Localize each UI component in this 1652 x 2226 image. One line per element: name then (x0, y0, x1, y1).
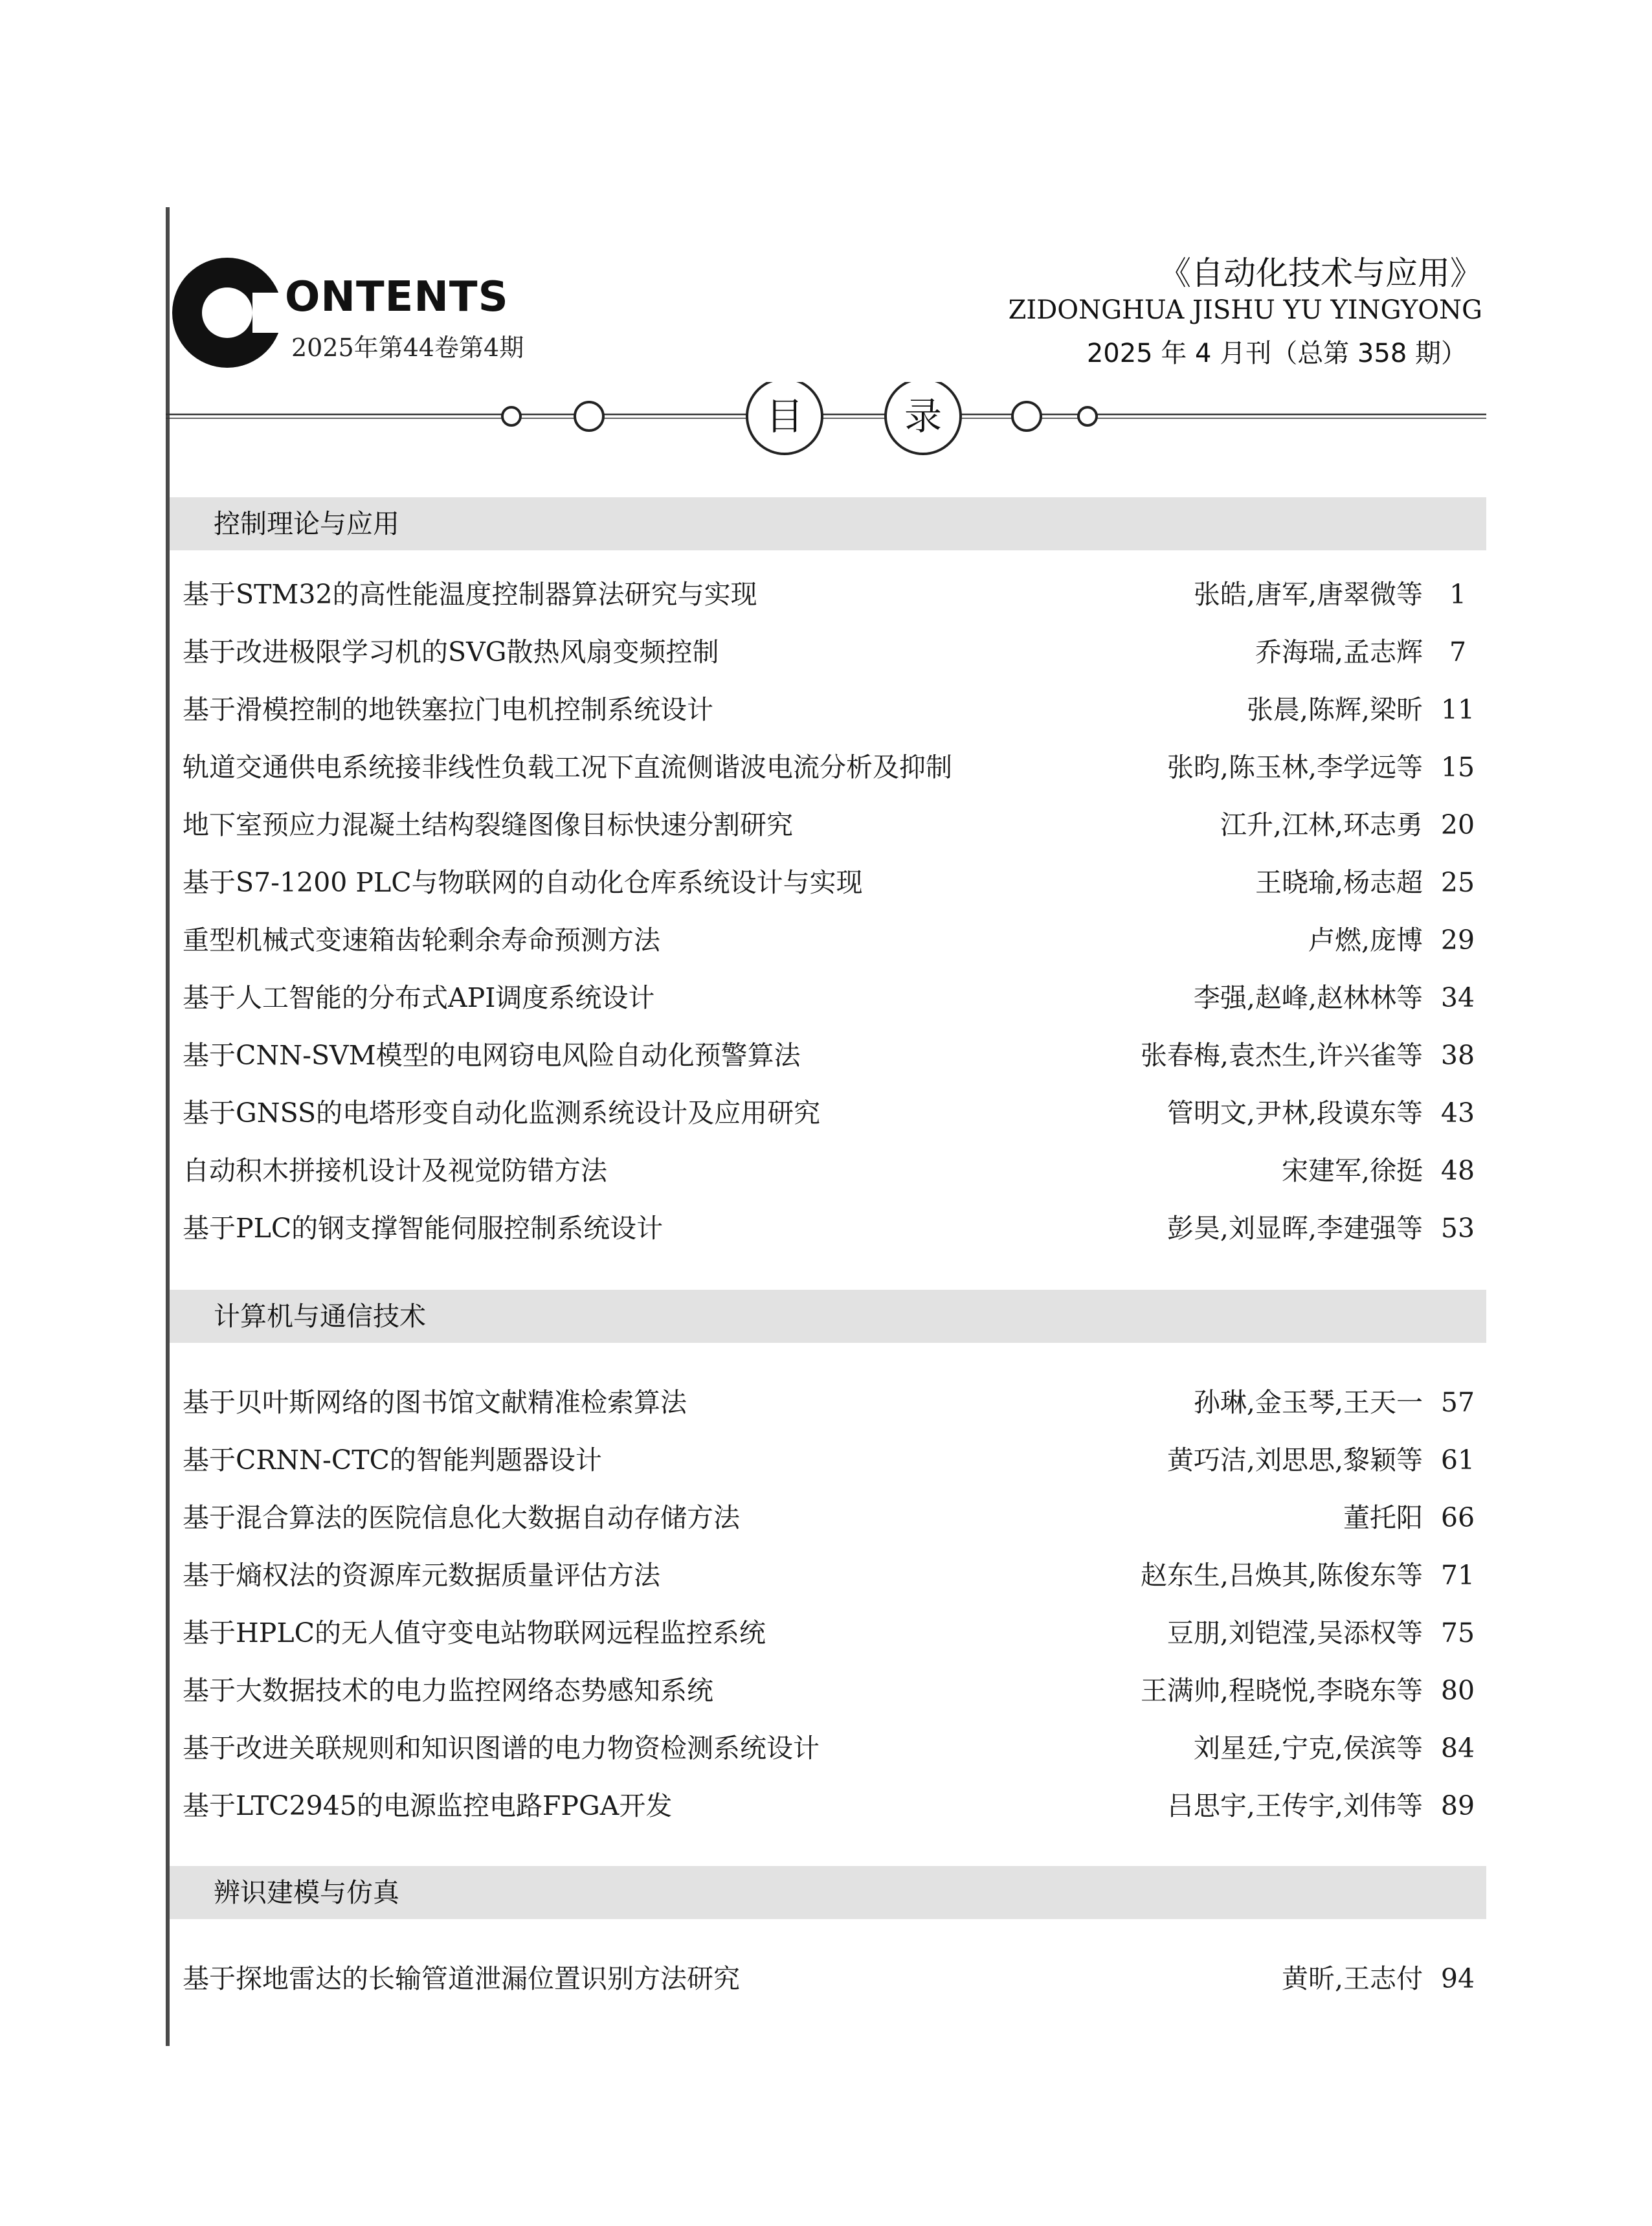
article-title: 基于GNSS的电塔形变自动化监测系统设计及应用研究 (183, 1097, 821, 1129)
article-authors: 卢燃,庞博 (1308, 925, 1423, 956)
article-title: 基于混合算法的医院信息化大数据自动存储方法 (183, 1502, 740, 1533)
article-page: 48 (1440, 1155, 1475, 1186)
toc-entry[interactable] (0, 805, 1652, 844)
toc-entry[interactable] (0, 1209, 1652, 1248)
article-page: 20 (1440, 809, 1475, 840)
article-title: 重型机械式变速箱齿轮剩余寿命预测方法 (183, 925, 660, 956)
journal-issue: 2025 年 4 月刊（总第 358 期） (1086, 339, 1467, 368)
toc-entry[interactable] (0, 575, 1652, 614)
journal-title: 《自动化技术与应用》 (1159, 254, 1482, 292)
toc-entry[interactable] (0, 1671, 1652, 1710)
toc-entry[interactable] (0, 1786, 1652, 1825)
article-title: 地下室预应力混凝土结构裂缝图像目标快速分割研究 (183, 809, 793, 840)
article-title: 基于CNN-SVM模型的电网窃电风险自动化预警算法 (183, 1040, 801, 1071)
section-title: 计算机与通信技术 (214, 1301, 426, 1332)
article-page: 71 (1440, 1560, 1475, 1591)
article-authors: 黄昕,王志付 (1281, 1963, 1423, 1994)
article-authors: 张皓,唐军,唐翠微等 (1193, 579, 1423, 610)
toc-entry[interactable] (0, 1441, 1652, 1479)
article-page: 84 (1440, 1733, 1475, 1764)
article-title: 基于滑模控制的地铁塞拉门电机控制系统设计 (183, 694, 713, 725)
article-title: 基于探地雷达的长输管道泄漏位置识别方法研究 (183, 1963, 740, 1994)
article-authors: 乔海瑞,孟志辉 (1255, 636, 1423, 668)
article-authors: 张春梅,袁杰生,许兴雀等 (1140, 1040, 1423, 1071)
article-title: 基于S7-1200 PLC与物联网的自动化仓库系统设计与实现 (183, 867, 863, 898)
article-authors: 宋建军,徐挺 (1281, 1155, 1423, 1186)
toc-entry[interactable] (0, 748, 1652, 787)
article-authors: 彭昊,刘显晖,李建强等 (1166, 1213, 1423, 1244)
ornament-circle-right (1012, 402, 1041, 431)
article-title: 基于HPLC的无人值守变电站物联网远程监控系统 (183, 1617, 766, 1648)
toc-entry[interactable] (0, 690, 1652, 729)
article-page: 38 (1440, 1040, 1475, 1071)
ornament-circle-left (575, 402, 603, 431)
section-header-modeling (170, 1866, 1486, 1919)
section-header-computing (170, 1290, 1486, 1343)
article-authors: 董托阳 (1343, 1502, 1423, 1533)
article-title: 基于人工智能的分布式API调度系统设计 (183, 982, 655, 1013)
article-authors: 王满帅,程晓悦,李晓东等 (1140, 1675, 1423, 1706)
section-header-control (170, 497, 1486, 550)
article-authors: 吕思宇,王传宇,刘伟等 (1166, 1790, 1423, 1821)
article-authors: 黄巧洁,刘思思,黎颖等 (1166, 1445, 1423, 1476)
article-page: 94 (1440, 1963, 1475, 1994)
article-title: 基于改进关联规则和知识图谱的电力物资检测系统设计 (183, 1733, 820, 1764)
article-page: 29 (1440, 925, 1475, 956)
toc-entry[interactable] (0, 1036, 1652, 1075)
article-page: 80 (1440, 1675, 1475, 1706)
article-authors: 刘星廷,宁克,侯滨等 (1193, 1733, 1423, 1764)
toc-entry[interactable] (0, 633, 1652, 671)
article-title: 自动积木拼接机设计及视觉防错方法 (183, 1155, 607, 1186)
article-authors: 管明文,尹林,段谟东等 (1166, 1097, 1423, 1129)
article-authors: 张昀,陈玉林,李学远等 (1166, 752, 1423, 783)
issue-info: 2025年第44卷第4期 (291, 333, 524, 362)
section-title: 控制理论与应用 (214, 508, 399, 539)
article-page: 7 (1449, 636, 1467, 668)
article-page: 11 (1440, 694, 1475, 725)
article-page: 61 (1440, 1445, 1475, 1476)
toc-entry[interactable] (0, 978, 1652, 1017)
article-page: 43 (1440, 1097, 1475, 1129)
article-page: 57 (1440, 1387, 1475, 1418)
ornament-small-circle-right (1078, 407, 1097, 425)
article-title: 基于PLC的钢支撑智能伺服控制系统设计 (183, 1213, 664, 1244)
article-title: 基于大数据技术的电力监控网络态势感知系统 (183, 1675, 713, 1706)
section-title: 辨识建模与仿真 (214, 1877, 399, 1908)
article-title: 基于STM32的高性能温度控制器算法研究与实现 (183, 579, 757, 610)
article-authors: 赵东生,吕焕其,陈俊东等 (1140, 1560, 1423, 1591)
toc-entry[interactable] (0, 1383, 1652, 1422)
journal-pinyin: ZIDONGHUA JISHU YU YINGYONG (1008, 295, 1482, 325)
article-page: 89 (1440, 1790, 1475, 1821)
toc-entry[interactable] (0, 863, 1652, 902)
toc-divider (166, 382, 1486, 473)
article-title: 基于LTC2945的电源监控电路FPGA开发 (183, 1790, 673, 1821)
toc-entry[interactable] (0, 1729, 1652, 1768)
article-page: 15 (1440, 752, 1475, 783)
article-title: 基于贝叶斯网络的图书馆文献精准检索算法 (183, 1387, 687, 1418)
toc-entry[interactable] (0, 1556, 1652, 1595)
article-page: 1 (1449, 579, 1467, 610)
toc-entry[interactable] (0, 1151, 1652, 1190)
toc-entry[interactable] (0, 1498, 1652, 1537)
article-authors: 豆朋,刘铠滢,吴添权等 (1166, 1617, 1423, 1648)
article-page: 75 (1440, 1617, 1475, 1648)
article-authors: 王晓瑜,杨志超 (1255, 867, 1423, 898)
toc-char-1: 目 (765, 394, 804, 438)
article-title: 基于CRNN-CTC的智能判题器设计 (183, 1445, 602, 1476)
article-page: 34 (1440, 982, 1475, 1013)
article-page: 66 (1440, 1502, 1475, 1533)
toc-char-2: 录 (904, 394, 943, 438)
article-title: 轨道交通供电系统接非线性负载工况下直流侧谐波电流分析及抑制 (183, 752, 952, 783)
ornament-small-circle-left (502, 407, 520, 425)
article-authors: 孙琳,金玉琴,王天一 (1193, 1387, 1423, 1418)
article-authors: 张晨,陈辉,梁昕 (1246, 694, 1423, 725)
article-title: 基于改进极限学习机的SVG散热风扇变频控制 (183, 636, 719, 668)
article-title: 基于熵权法的资源库元数据质量评估方法 (183, 1560, 660, 1591)
article-authors: 李强,赵峰,赵林林等 (1193, 982, 1423, 1013)
toc-entry[interactable] (0, 1094, 1652, 1132)
toc-entry[interactable] (0, 1959, 1652, 1998)
article-page: 25 (1440, 867, 1475, 898)
contents-heading: ONTENTS (285, 273, 509, 321)
toc-entry[interactable] (0, 1613, 1652, 1652)
article-authors: 江升,江林,环志勇 (1220, 809, 1423, 840)
toc-entry[interactable] (0, 921, 1652, 960)
article-page: 53 (1440, 1213, 1475, 1244)
